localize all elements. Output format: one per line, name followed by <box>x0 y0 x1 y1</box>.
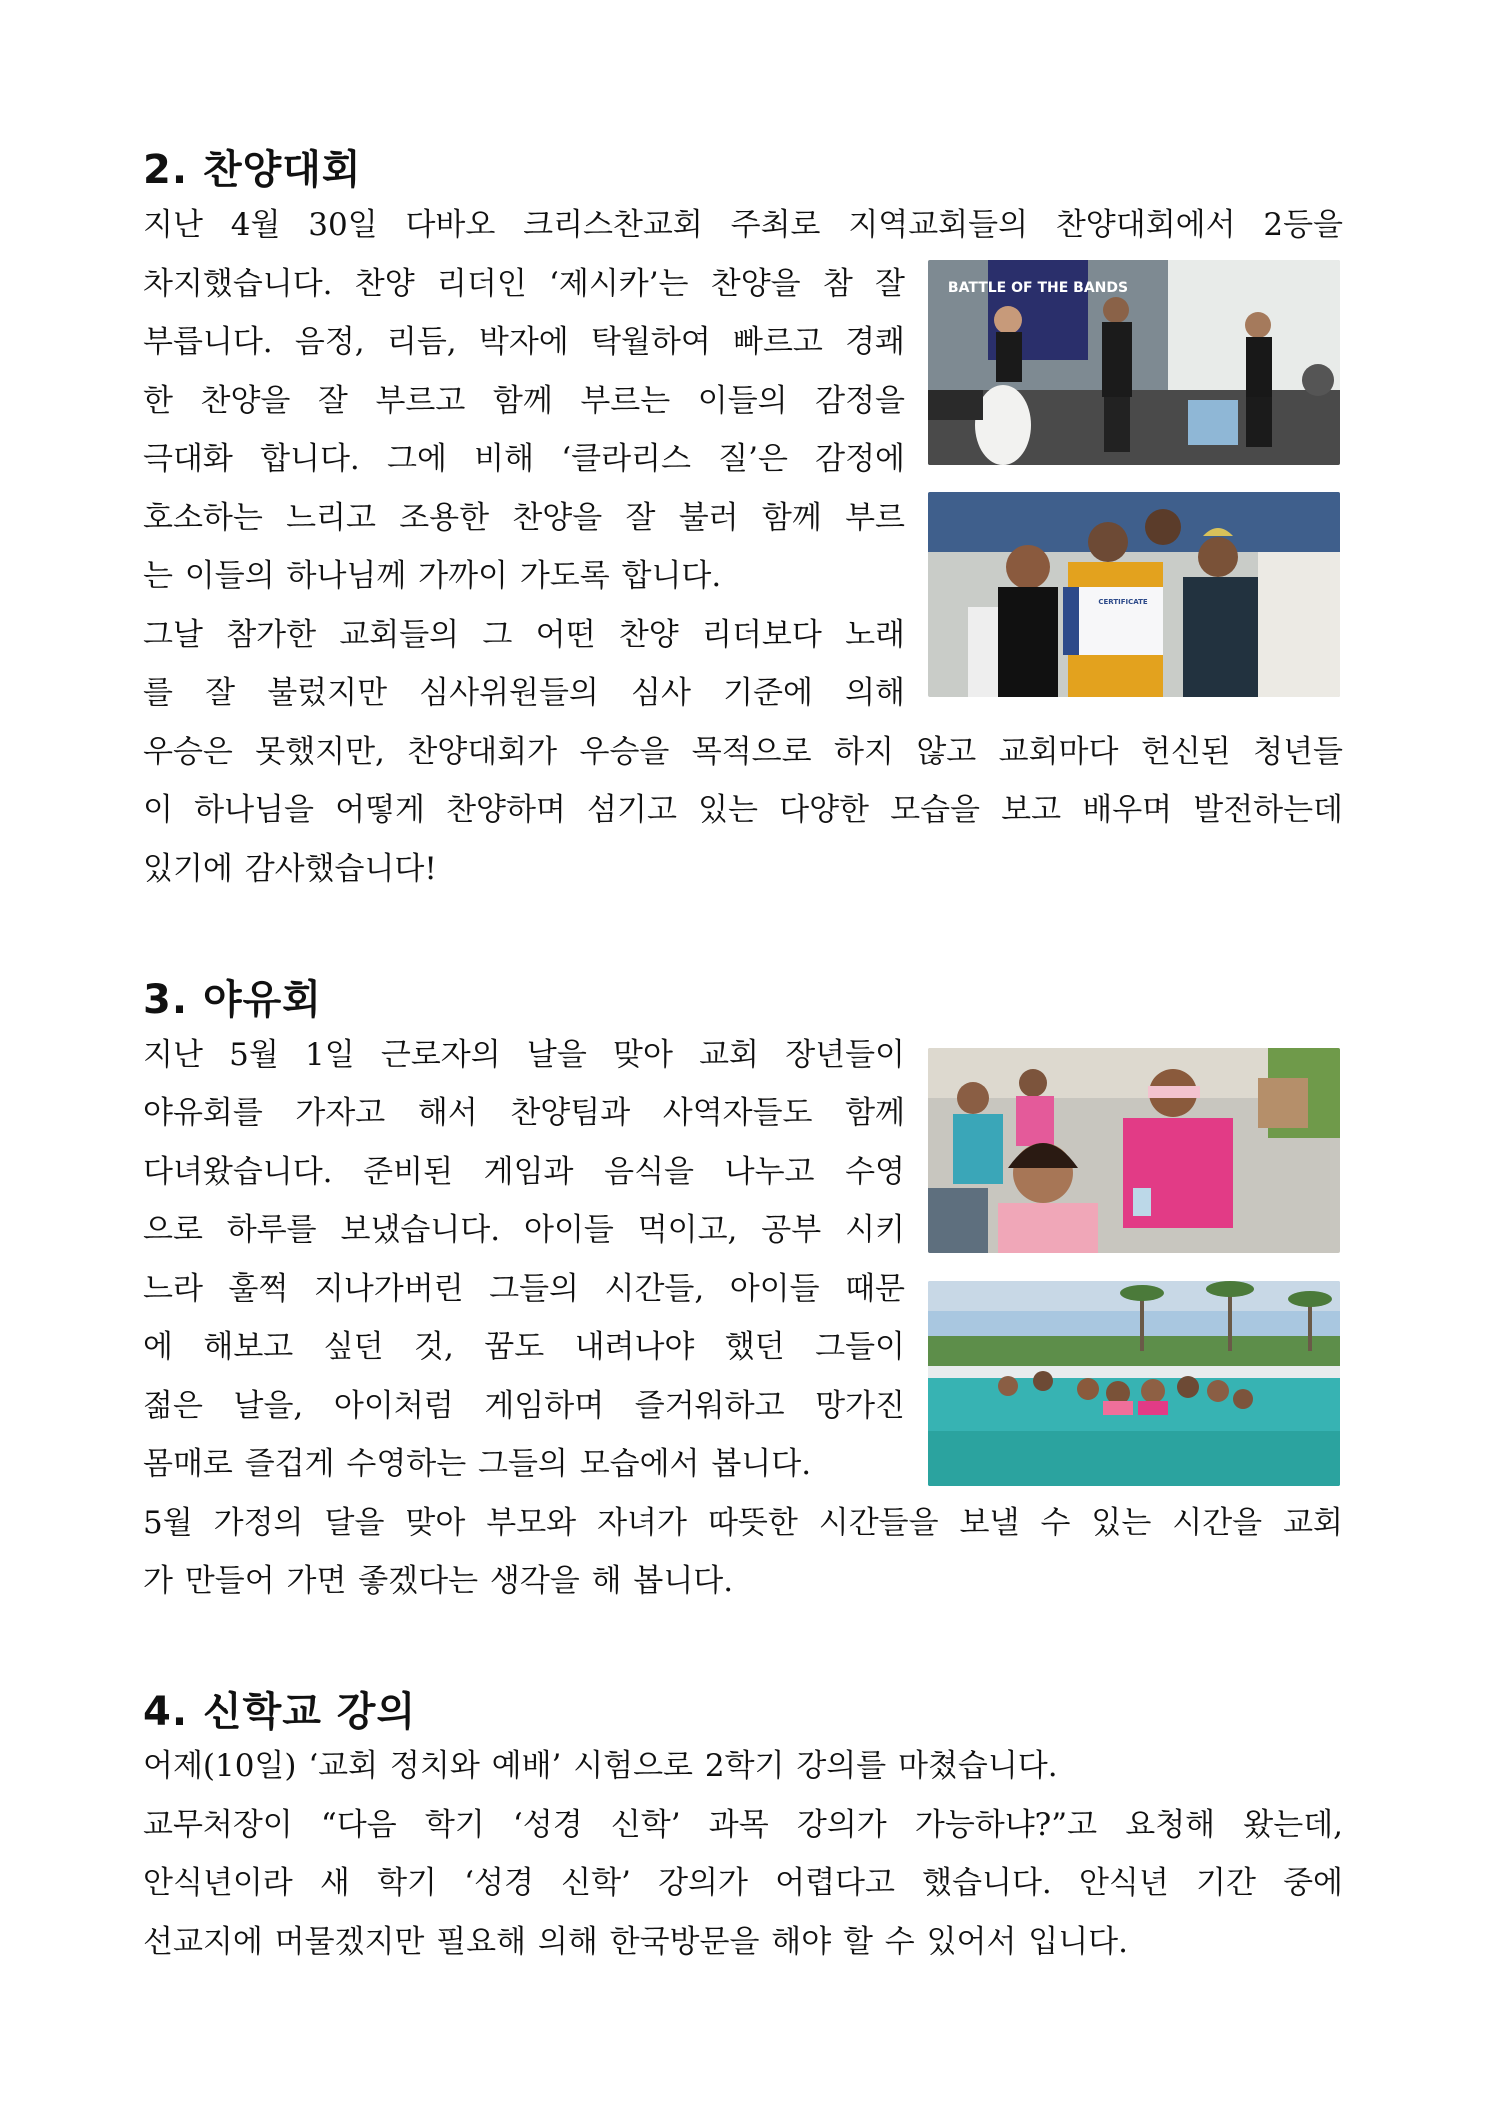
s2-line-12: 있기에 감사했습니다! <box>143 851 437 887</box>
s3-line-4: 으로 하루를 보냈습니다. 아이들 먹이고, 공부 시키 <box>143 1212 905 1248</box>
s4-line-3: 안식년이라 새 학기 ‘성경 신학’ 강의가 어렵다고 했습니다. 안식년 기간 중에 <box>143 1865 1343 1901</box>
s2-line-4: 한 찬양을 잘 부르고 함께 부르는 이들의 감정을 <box>143 383 905 419</box>
swimming-pool-photo <box>928 1281 1340 1486</box>
s2-line-11: 이 하나님을 어떻게 찬양하며 섬기고 있는 다양한 모습을 보고 배우며 발전하는데 <box>143 792 1343 828</box>
s3-line-10: 가 만들어 가면 좋겠다는 생각을 해 봅니다. <box>143 1563 734 1599</box>
s2-line-8: 그날 참가한 교회들의 그 어떤 찬양 리더보다 노래 <box>143 617 905 653</box>
s2-line-1: 지난 4월 30일 다바오 크리스찬교회 주최로 지역교회들의 찬양대회에서 2등을 <box>143 207 1343 243</box>
section-3-heading: 3. 야유회 <box>143 977 322 1023</box>
s4-line-1: 어제(10일) ‘교회 정치와 예배’ 시험으로 2학기 강의를 마쳤습니다. <box>143 1748 1058 1784</box>
s3-line-9: 5월 가정의 달을 맞아 부모와 자녀가 따뜻한 시간들을 보낼 수 있는 시간을 교회 <box>143 1505 1343 1541</box>
s2-line-9: 를 잘 불렀지만 심사위원들의 심사 기준에 의해 <box>143 675 905 711</box>
s3-line-2: 야유회를 가자고 해서 찬양팀과 사역자들도 함께 <box>143 1095 905 1131</box>
certificate-group-photo <box>928 492 1340 697</box>
s2-line-3: 부릅니다. 음정, 리듬, 박자에 탁월하여 빠르고 경쾌 <box>143 324 905 360</box>
s3-line-7: 젊은 날을, 아이처럼 게임하며 즐거워하고 망가진 <box>143 1388 905 1424</box>
s2-line-10: 우승은 못했지만, 찬양대회가 우승을 목적으로 하지 않고 교회마다 헌신된 청년들 <box>143 734 1343 770</box>
banner-text: BATTLE OF THE BANDS <box>947 280 1129 296</box>
section-4-heading: 4. 신학교 강의 <box>143 1689 417 1735</box>
certificate-text: CERTIFICATE <box>1098 598 1148 606</box>
s2-line-6: 호소하는 느리고 조용한 찬양을 잘 불러 함께 부르 <box>143 500 905 536</box>
s4-line-2: 교무처장이 “다음 학기 ‘성경 신학’ 과목 강의가 가능하냐?”고 요청해 왔는데, <box>143 1807 1343 1843</box>
s2-line-5: 극대화 합니다. 그에 비해 ‘클라리스 질’은 감정에 <box>143 441 905 477</box>
s2-line-7: 는 이들의 하나님께 가까이 가도록 합니다. <box>143 558 722 594</box>
s3-line-1: 지난 5월 1일 근로자의 날을 맞아 교회 장년들이 <box>143 1037 905 1073</box>
battle-of-bands-photo <box>928 260 1340 465</box>
s3-line-6: 에 해보고 싶던 것, 꿈도 내려나야 했던 그들이 <box>143 1329 905 1365</box>
s3-line-8: 몸매로 즐겁게 수영하는 그들의 모습에서 봅니다. <box>143 1446 812 1482</box>
s3-line-3: 다녀왔습니다. 준비된 게임과 음식을 나누고 수영 <box>143 1154 905 1190</box>
s2-line-2: 차지했습니다. 찬양 리더인 ‘제시카’는 찬양을 참 잘 <box>143 266 905 302</box>
s3-line-5: 느라 훌쩍 지나가버린 그들의 시간들, 아이들 때문 <box>143 1271 905 1307</box>
picnic-game-photo <box>928 1048 1340 1253</box>
s4-line-4: 선교지에 머물겠지만 필요해 의해 한국방문을 해야 할 수 있어서 입니다. <box>143 1924 1128 1960</box>
section-2-heading: 2. 찬양대회 <box>143 147 362 193</box>
